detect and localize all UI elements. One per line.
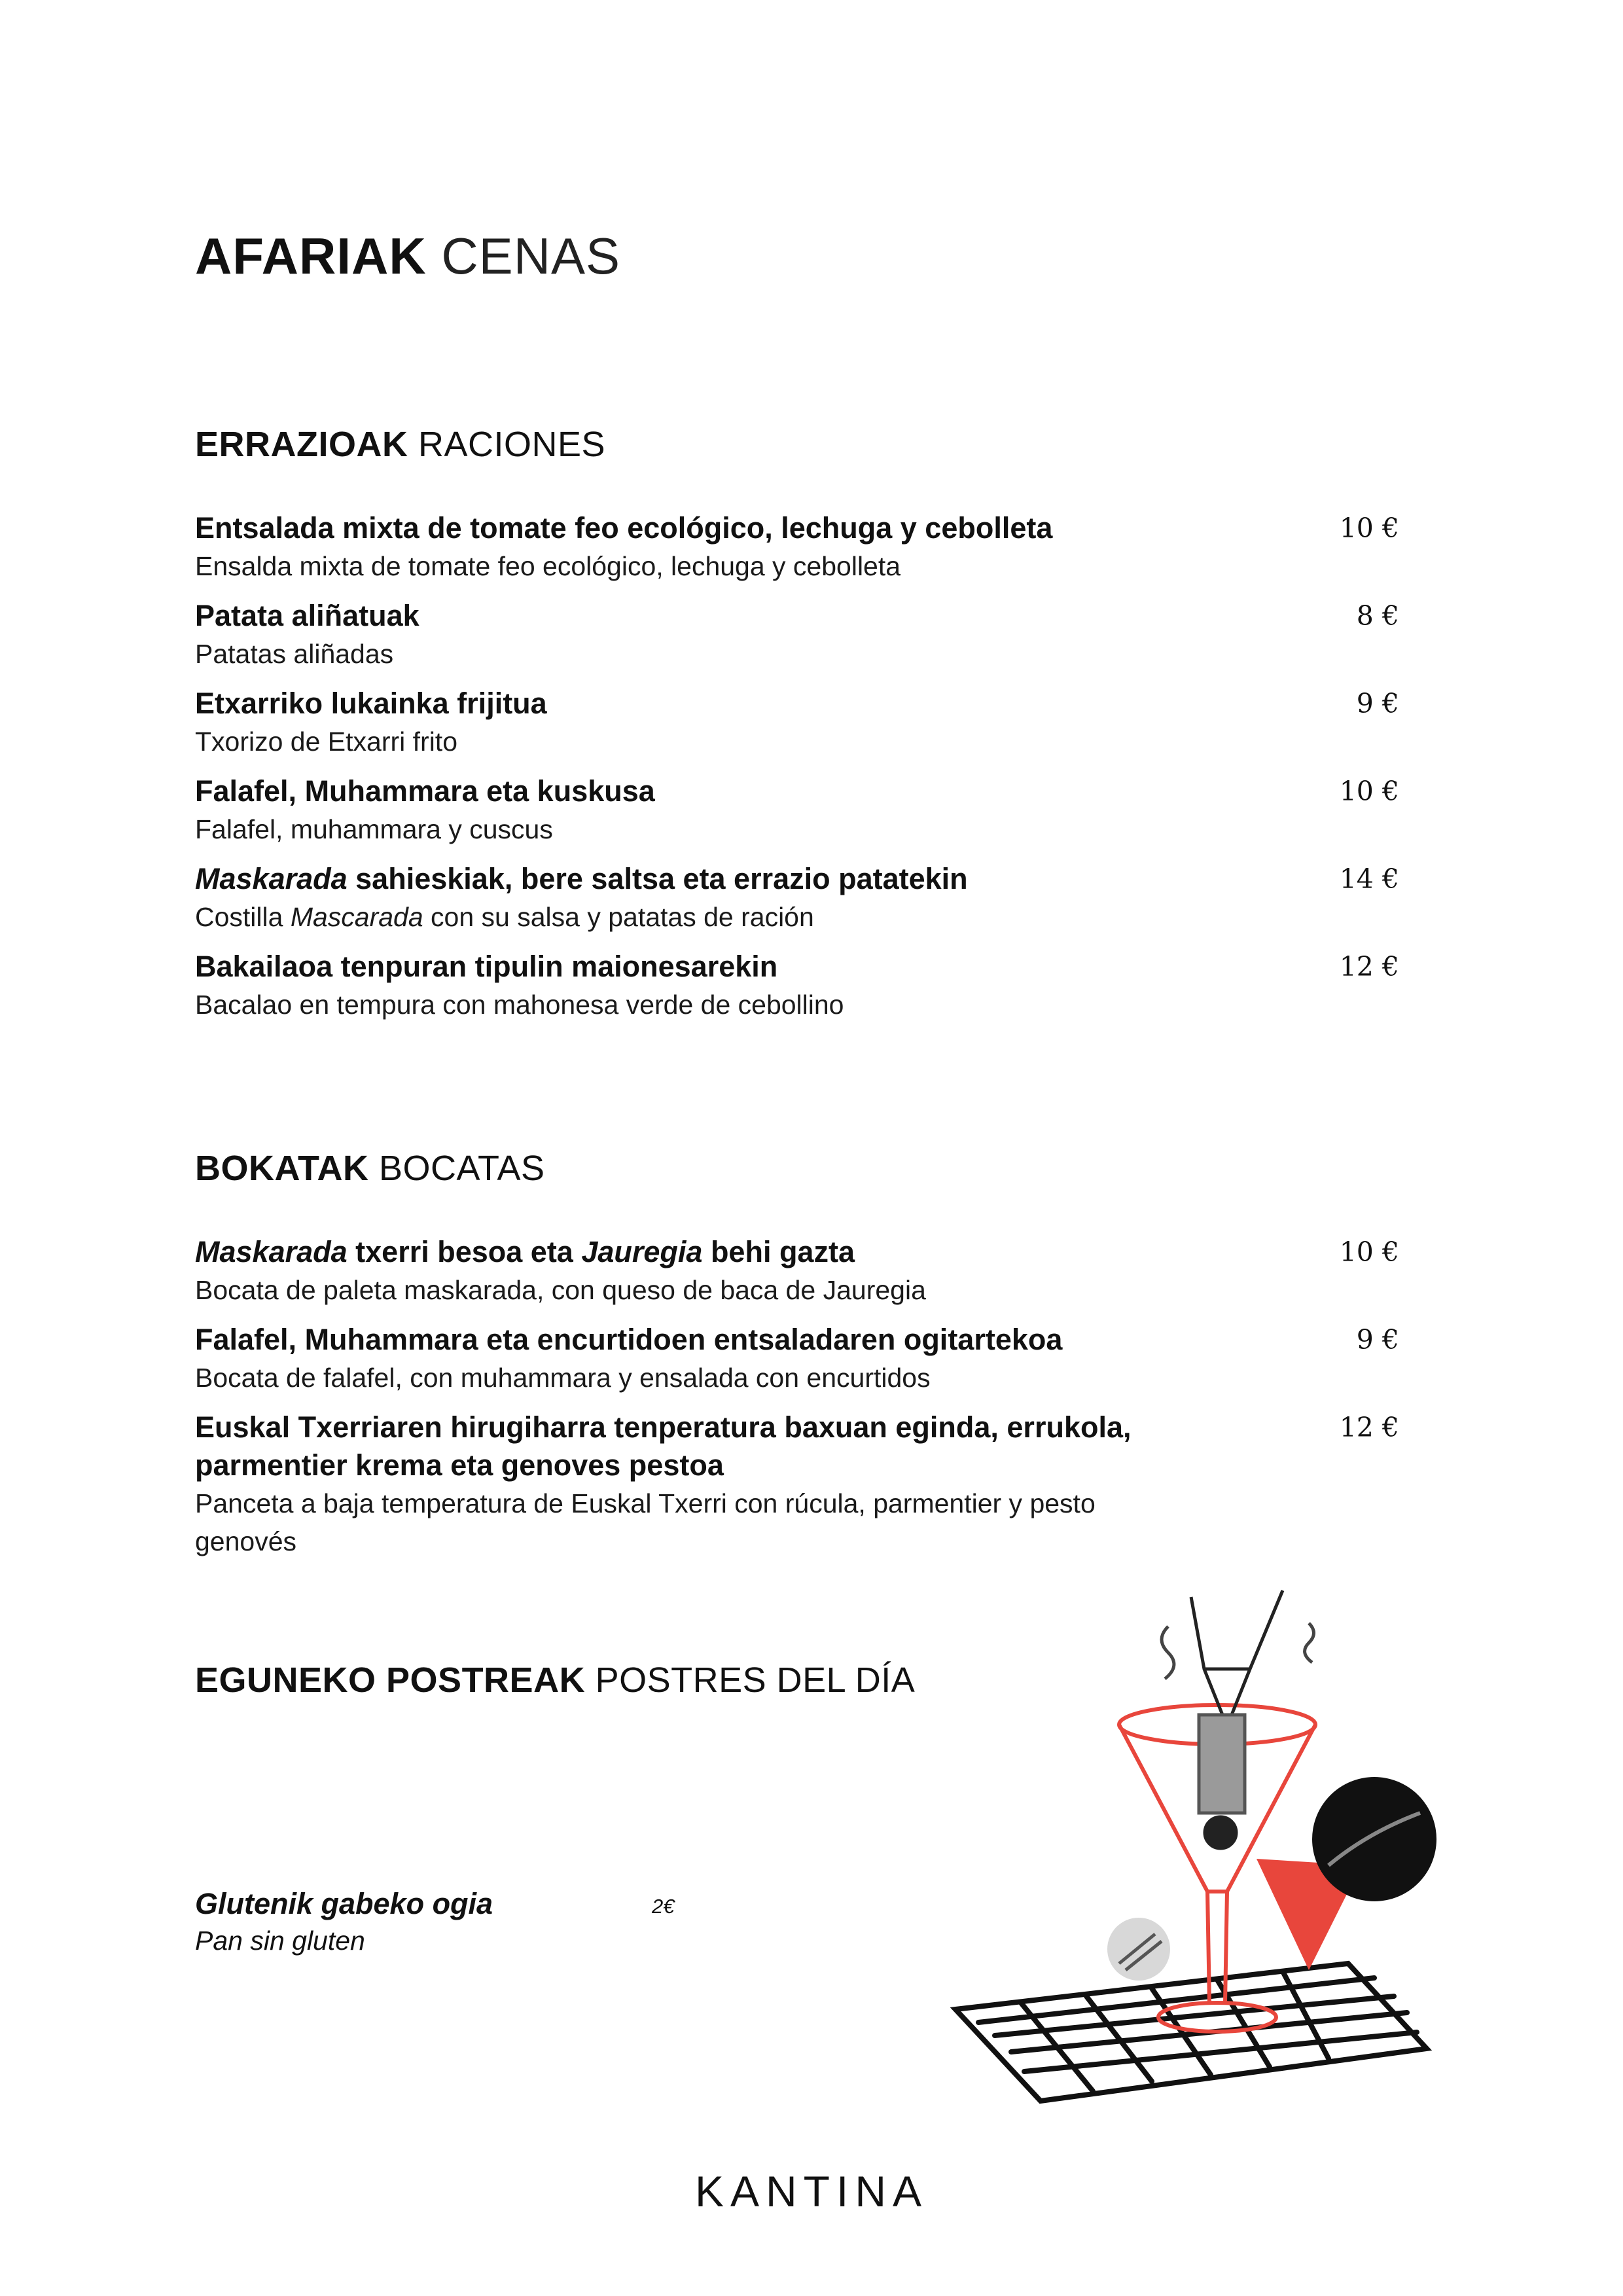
item-price: 10 € [1339, 1236, 1399, 1268]
page-title-basque: AFARIAK [195, 227, 427, 285]
cocktail-illustration [942, 1577, 1453, 2127]
item-name: Bakailaoa tenpuran tipulin maionesarekin [195, 950, 778, 983]
brand-logo: KANTINA [694, 2167, 929, 2215]
item-price: 12 € [1339, 951, 1399, 982]
item-price: 9 € [1356, 688, 1399, 719]
item-name: Etxarriko lukainka frijitua [195, 687, 547, 720]
gluten-free-price: 2€ [652, 1895, 675, 1918]
item-price: 12 € [1339, 1412, 1399, 1443]
page-title-spanish: CENAS [441, 227, 621, 285]
menu-item [195, 685, 1425, 761]
item-name: Maskarada sahieskiak, bere saltsa eta errazio patatekin [195, 862, 968, 895]
section-title-bocatas: BOKATAK BOCATAS [195, 1149, 545, 1188]
menu-item [195, 948, 1425, 1024]
item-description: Ensalda mixta de tomate feo ecológico, lechuga y cebolleta [195, 551, 901, 581]
gluten-free-name: Glutenik gabeko ogia [195, 1887, 493, 1920]
menu-item [195, 1408, 1425, 1560]
item-price: 10 € [1339, 776, 1399, 807]
tablecloth-grid [955, 1964, 1427, 2101]
item-name: Patata aliñatuak [195, 599, 419, 632]
item-description: Patatas aliñadas [195, 639, 394, 669]
item-price: 9 € [1356, 1324, 1399, 1355]
item-name: Falafel, Muhammara eta encurtidoen entsaladaren ogitartekoa [195, 1323, 1063, 1356]
item-name: Entsalada mixta de tomate feo ecológico, lechuga y cebolleta [195, 511, 1053, 545]
menu-item [195, 597, 1425, 673]
item-name: Euskal Txerriaren hirugiharra tenperatura baxuan eginda, errukola, parmentier krema eta genoves pestoa [195, 1410, 1132, 1482]
item-name: Falafel, Muhammara eta kuskusa [195, 774, 655, 808]
menu-item [195, 860, 1425, 936]
section-title-postres: EGUNEKO POSTREAK POSTRES DEL DÍA [195, 1660, 916, 1700]
item-name: Maskarada txerri besoa eta Jauregia behi gazta [195, 1235, 855, 1268]
item-price: 8 € [1356, 600, 1399, 632]
item-description: Bocata de falafel, con muhammara y ensalada con encurtidos [195, 1363, 931, 1393]
item-description: Bacalao en tempura con mahonesa verde de cebollino [195, 990, 844, 1020]
menu-item [195, 772, 1425, 848]
black-circle-shape [1312, 1777, 1436, 1901]
item-price: 14 € [1339, 863, 1399, 895]
menu-item [195, 1321, 1425, 1397]
item-description: Costilla Mascarada con su salsa y patatas de ración [195, 902, 814, 932]
section-title-raciones: ERRAZIOAK RACIONES [195, 425, 606, 464]
item-description: Panceta a baja temperatura de Euskal Txerri con rúcula, parmentier y pesto genovés [195, 1488, 1096, 1556]
item-description: Bocata de paleta maskarada, con queso de baca de Jauregia [195, 1275, 926, 1305]
gluten-free-description: Pan sin gluten [195, 1926, 365, 1956]
item-description: Txorizo de Etxarri frito [195, 726, 457, 757]
item-description: Falafel, muhammara y cuscus [195, 814, 553, 844]
diving-figure [1162, 1590, 1314, 1848]
menu-item [195, 1233, 1425, 1309]
page-title [195, 227, 621, 285]
item-price: 10 € [1339, 512, 1399, 544]
menu-item [195, 509, 1425, 585]
